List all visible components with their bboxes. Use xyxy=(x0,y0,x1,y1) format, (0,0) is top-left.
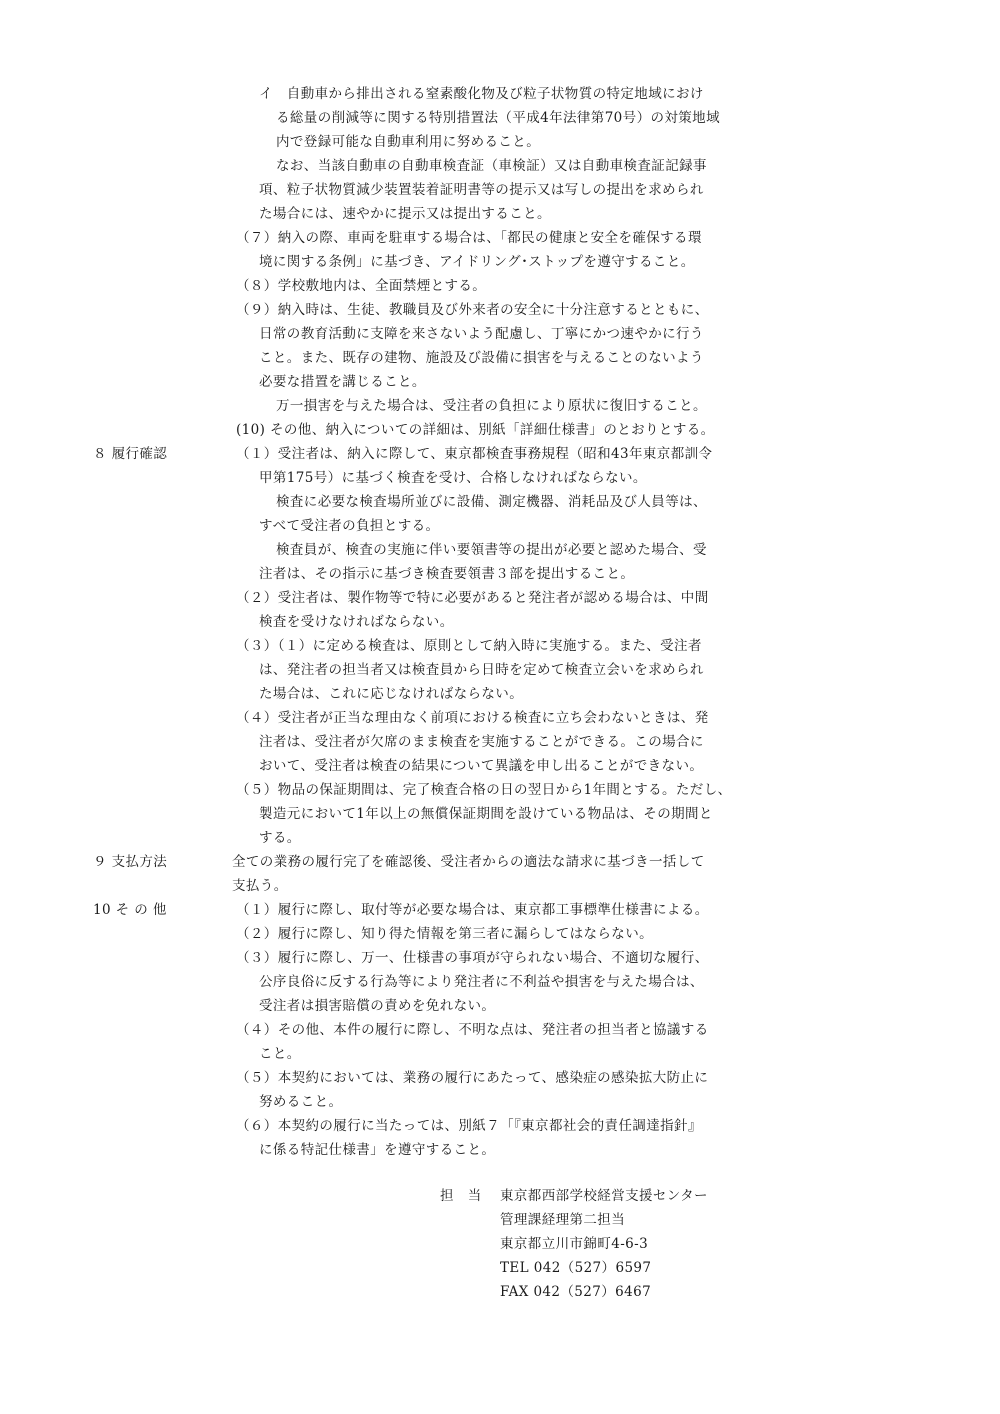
text-line: る総量の削減等に関する特別措置法（平成4年法律第70号）の対策地域 xyxy=(276,110,720,126)
text-line: 内で登録可能な自動車利用に努めること。 xyxy=(276,134,541,150)
text-line: （６）本契約の履行に当たっては、別紙７「『東京都社会的責任調達指針』 xyxy=(236,1118,702,1134)
text-line: （２）履行に際し、知り得た情報を第三者に漏らしてはならない。 xyxy=(236,926,653,942)
text-line: た場合には、速やかに提示又は提出すること。 xyxy=(259,206,551,222)
text-line: （４）その他、本件の履行に際し、不明な点は、発注者の担当者と協議する xyxy=(236,1022,709,1038)
text-line: 東京都西部学校経営支援センター xyxy=(500,1188,708,1204)
text-line: た場合は、これに応じなければならない。 xyxy=(259,686,524,702)
text-line: （１）受注者は、納入に際して、東京都検査事務規程（昭和43年東京都訓令 xyxy=(236,446,713,462)
text-line: 全ての業務の履行完了を確認後、受注者からの適法な請求に基づき一括して xyxy=(232,854,705,870)
text-line: 製造元において1年以上の無償保証期間を設けている物品は、その期間と xyxy=(259,806,713,822)
text-line: 検査を受けなければならない。 xyxy=(259,614,454,630)
text-line: 担 当 xyxy=(440,1188,482,1204)
text-line: 境に関する条例」に基づき、アイドリング･ストップを遵守すること。 xyxy=(259,254,695,270)
text-line: （５）物品の保証期間は、完了検査合格の日の翌日から1年間とする。ただし、 xyxy=(236,782,732,798)
text-line: 日常の教育活動に支障を来さないよう配慮し、丁寧にかつ速やかに行う xyxy=(259,326,704,342)
text-line: 公序良俗に反する行為等により発注者に不利益や損害を与えた場合は、 xyxy=(259,974,704,990)
text-line: （１）履行に際し、取付等が必要な場合は、東京都工事標準仕様書による。 xyxy=(236,902,709,918)
text-line: （３）履行に際し、万一、仕様書の事項が守られない場合、不適切な履行、 xyxy=(236,950,709,966)
text-line: TEL 042（527）6597 xyxy=(500,1260,652,1276)
text-line: 10 そ の 他 xyxy=(93,902,167,918)
text-line: 受注者は損害賠償の責めを免れない。 xyxy=(259,998,496,1014)
text-line: （８）学校敷地内は、全面禁煙とする。 xyxy=(236,278,487,294)
text-line: 万一損害を与えた場合は、受注者の負担により原状に復旧すること。 xyxy=(276,398,707,414)
text-line: おいて、受注者は検査の結果について異議を申し出ることができない。 xyxy=(259,758,704,774)
text-line: 必要な措置を講じること。 xyxy=(259,374,426,390)
text-line: こと。また、既存の建物、施設及び設備に損害を与えることのないよう xyxy=(259,350,704,366)
text-line: する。 xyxy=(259,830,301,846)
text-line: 注者は、受注者が欠席のまま検査を実施することができる。この場合に xyxy=(259,734,704,750)
text-line: （７）納入の際、車両を駐車する場合は、「都民の健康と安全を確保する環 xyxy=(236,230,702,246)
text-line: FAX 042（527）6467 xyxy=(500,1284,652,1300)
text-line: ９ 支払方法 xyxy=(93,854,168,870)
text-line: （４）受注者が正当な理由なく前項における検査に立ち会わないときは、発 xyxy=(236,710,709,726)
text-line: こと。 xyxy=(259,1046,301,1062)
text-line: 検査員が、検査の実施に伴い要領書等の提出が必要と認めた場合、受 xyxy=(276,542,707,558)
text-line: ８ 履行確認 xyxy=(93,446,168,462)
text-line: (10) その他、納入についての詳細は、別紙「詳細仕様書」のとおりとする。 xyxy=(236,422,715,438)
text-line: イ 自動車から排出される窒素酸化物及び粒子状物質の特定地域におけ xyxy=(259,86,704,102)
text-line: 管理課経理第二担当 xyxy=(500,1212,626,1228)
text-line: 東京都立川市錦町4-6-3 xyxy=(500,1236,649,1252)
text-line: （３）（１）に定める検査は、原則として納入時に実施する。また、受注者 xyxy=(236,638,702,654)
text-line: 検査に必要な検査場所並びに設備、測定機器、消耗品及び人員等は、 xyxy=(276,494,707,510)
text-line: （９）納入時は、生徒、教職員及び外来者の安全に十分注意するとともに、 xyxy=(236,302,709,318)
text-line: に係る特記仕様書」を遵守すること。 xyxy=(259,1142,496,1158)
text-line: すべて受注者の負担とする。 xyxy=(259,518,440,534)
text-line: （２）受注者は、製作物等で特に必要があると発注者が認める場合は、中間 xyxy=(236,590,709,606)
text-line: （５）本契約においては、業務の履行にあたって、感染症の感染拡大防止に xyxy=(236,1070,709,1086)
text-line: なお、当該自動車の自動車検査証（車検証）又は自動車検査証記録事 xyxy=(276,158,707,174)
text-line: 注者は、その指示に基づき検査要領書３部を提出すること。 xyxy=(259,566,635,582)
text-line: は、発注者の担当者又は検査員から日時を定めて検査立会いを求められ xyxy=(259,662,704,678)
text-line: 甲第175号）に基づく検査を受け、合格しなければならない。 xyxy=(259,470,647,486)
text-line: 項、粒子状物質減少装置装着証明書等の提示又は写しの提出を求められ xyxy=(259,182,704,198)
text-line: 支払う。 xyxy=(232,878,288,894)
text-line: 努めること。 xyxy=(259,1094,343,1110)
